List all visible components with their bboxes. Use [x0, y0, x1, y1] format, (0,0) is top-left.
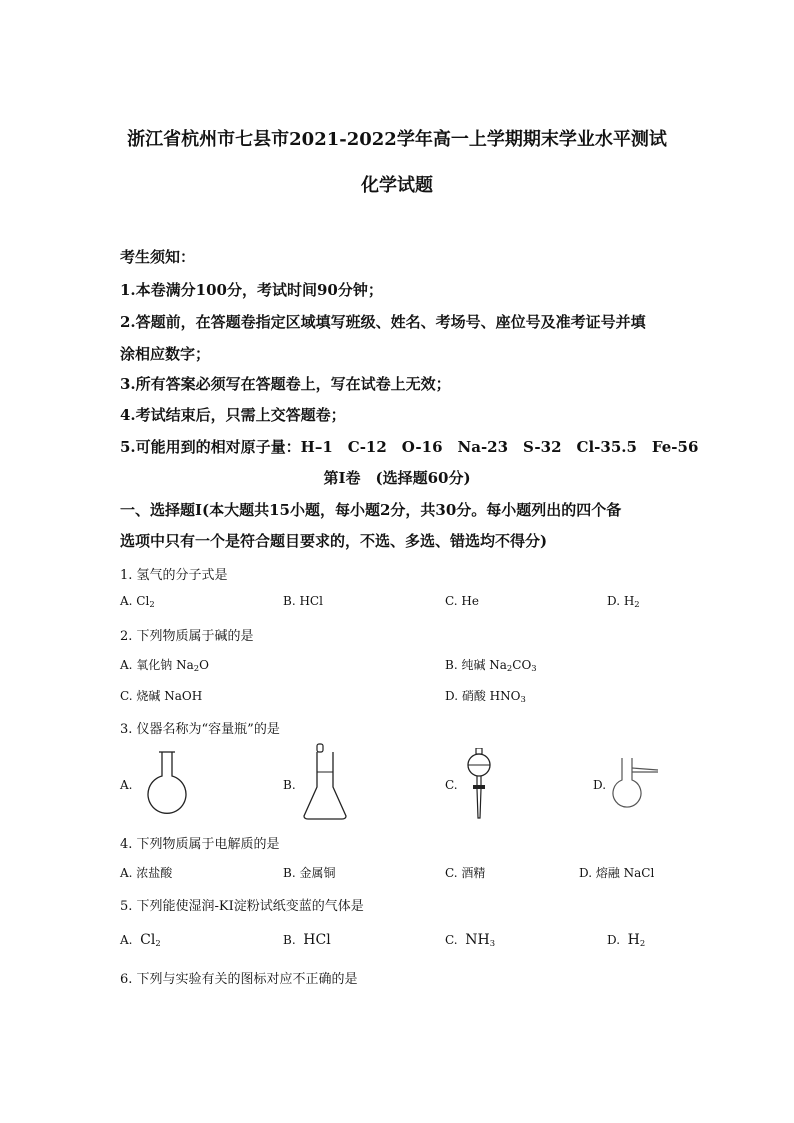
section-intro-line-1: 一、选择题Ⅰ(本大题共15小题，每小题2分，共30分。每小题列出的四个备 — [120, 501, 622, 519]
question-4-option-b[interactable]: B. 金属铜 — [283, 866, 336, 880]
question-2-option-b[interactable]: B. 纯碱 $Na_2CO_3$ — [445, 658, 537, 674]
question-3-option-d-label[interactable]: D. — [593, 778, 607, 792]
question-1-stem: 1. 氢气的分子式是 — [120, 568, 228, 583]
question-1-option-b[interactable]: B. HCl — [283, 594, 323, 608]
volume-title: 第Ⅰ卷 (选择题60分) — [323, 469, 471, 487]
notice-heading: 考生须知： — [120, 248, 196, 266]
question-4-option-d[interactable]: D. 熔融 NaCl — [579, 866, 655, 880]
notice-item-3: 3.所有答案必须写在答题卷上，写在试卷上无效； — [120, 375, 451, 393]
question-6-stem: 6. 下列与实验有关的图标对应不正确的是 — [120, 972, 358, 987]
notice-item-1: 1.本卷满分100分，考试时间90分钟； — [120, 281, 383, 299]
question-1-option-d[interactable]: D. $H_2$ — [607, 594, 640, 610]
separatory-funnel-icon[interactable] — [464, 748, 494, 824]
question-4-option-c[interactable]: C. 酒精 — [445, 866, 486, 880]
question-3-option-b-label[interactable]: B. — [283, 778, 296, 792]
question-5-option-a[interactable]: A. $Cl_2$ — [120, 932, 161, 949]
question-5-option-c[interactable]: C. $NH_3$ — [445, 932, 496, 949]
notice-item-2-line-1: 2.答题前，在答题卷指定区域填写班级、姓名、考场号、座位号及准考证号并填 — [120, 313, 646, 331]
question-4-stem: 4. 下列物质属于电解质的是 — [120, 837, 280, 852]
question-3-stem: 3. 仪器名称为“容量瓶”的是 — [120, 722, 280, 737]
question-2-option-c[interactable]: C. 烧碱 NaOH — [120, 689, 203, 703]
question-2-option-d[interactable]: D. 硝酸 $HNO_3$ — [445, 689, 526, 705]
notice-item-5: 5.可能用到的相对原子量：H–1 C-12 O-16 Na-23 S-32 Cl-35.5 Fe-56 — [120, 438, 699, 456]
question-2-stem: 2. 下列物质属于碱的是 — [120, 629, 254, 644]
question-3-option-c-label[interactable]: C. — [445, 778, 458, 792]
exam-title: 浙江省杭州市七县市2021-2022学年高一上学期期末学业水平测试 — [127, 129, 667, 150]
question-4-option-a[interactable]: A. 浓盐酸 — [120, 866, 173, 880]
notice-item-4: 4.考试结束后，只需上交答题卷； — [120, 406, 346, 424]
notice-item-2-line-2: 涂相应数字； — [120, 345, 211, 363]
volumetric-flask-icon[interactable] — [300, 742, 350, 822]
question-1-option-c[interactable]: C. He — [445, 594, 479, 608]
question-5-option-d[interactable]: D. $H_2$ — [607, 932, 646, 949]
section-intro-line-2: 选项中只有一个是符合题目要求的，不选、多选、错选均不得分) — [120, 532, 548, 550]
question-1-option-a[interactable]: A. $Cl_2$ — [120, 594, 155, 610]
question-5-option-b[interactable]: B. HCl — [283, 932, 331, 948]
question-3-option-a-label[interactable]: A. — [120, 778, 133, 792]
distillation-flask-icon[interactable] — [610, 756, 662, 810]
question-2-option-a[interactable]: A. 氧化钠 $Na_2O$ — [120, 658, 209, 674]
question-5-stem: 5. 下列能使湿润-KI淀粉试纸变蓝的气体是 — [120, 899, 364, 914]
round-bottom-flask-icon[interactable] — [142, 748, 192, 818]
exam-subtitle: 化学试题 — [361, 175, 433, 196]
